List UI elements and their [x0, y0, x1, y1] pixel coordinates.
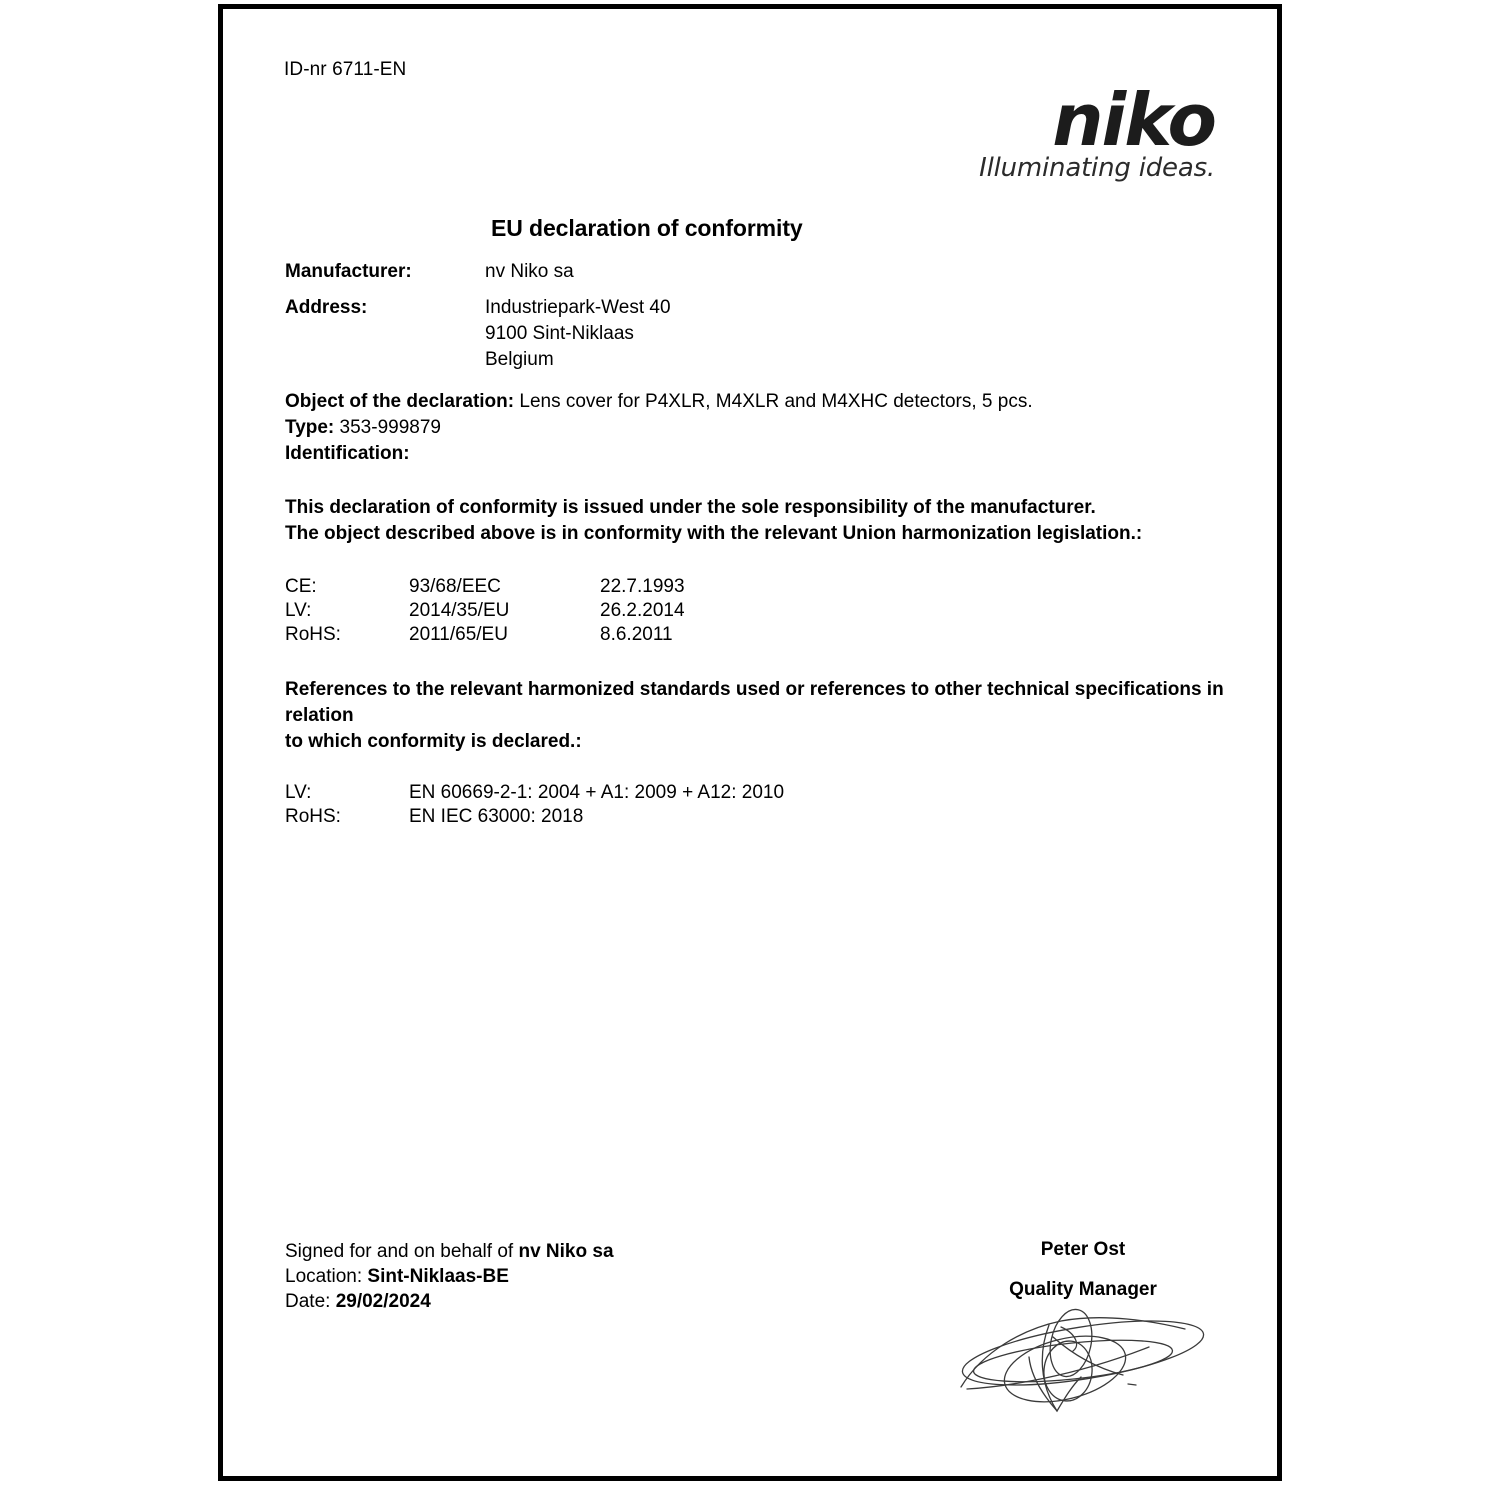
- address-label: Address:: [285, 297, 368, 318]
- page-frame: [218, 4, 1282, 1481]
- legislation-date: 8.6.2011: [600, 624, 673, 645]
- signed-for-line: [285, 1239, 614, 1264]
- declaration-body: [285, 259, 1247, 829]
- legislation-reference: 2014/35/EU: [409, 600, 510, 621]
- logo-tagline: Illuminating ideas.: [979, 153, 1215, 184]
- standard-name: LV:: [285, 782, 312, 803]
- statement-line-1: This declaration of conformity is issued under the sole responsibility of the manufacturer.: [285, 497, 1096, 518]
- standards-table: [285, 781, 1247, 829]
- standard-value: EN IEC 63000: 2018: [409, 806, 584, 827]
- standard-name: RoHS:: [285, 806, 341, 827]
- page-title: EU declaration of conformity: [491, 215, 803, 241]
- table-row: [285, 575, 1247, 599]
- type-line: [285, 415, 1247, 441]
- legislation-name: CE:: [285, 576, 317, 597]
- table-row: [285, 599, 1247, 623]
- references-line-2: to which conformity is declared.:: [285, 731, 582, 752]
- address-line-1: Industriepark-West 40: [485, 297, 671, 318]
- object-value: Lens cover for P4XLR, M4XLR and M4XHC detectors, 5 pcs.: [519, 391, 1033, 412]
- signer-role: Quality Manager: [1009, 1279, 1157, 1300]
- address-line-2: 9100 Sint-Niklaas: [485, 323, 634, 344]
- address-value: [485, 295, 671, 373]
- location-label: Location:: [285, 1266, 368, 1287]
- address-line-3: Belgium: [485, 349, 554, 370]
- document-id: ID-nr 6711-EN: [284, 59, 407, 80]
- responsibility-statement: [285, 495, 1247, 547]
- signed-company: nv Niko sa: [518, 1241, 614, 1262]
- legislation-table: [285, 575, 1247, 647]
- legislation-name: LV:: [285, 600, 312, 621]
- legislation-date: 22.7.1993: [600, 576, 685, 597]
- identification-line: [285, 441, 1247, 467]
- statement-line-2: The object described above is in conformity with the relevant Union harmonization legislation.:: [285, 523, 1143, 544]
- standard-value: EN 60669-2-1: 2004 + A1: 2009 + A12: 2010: [409, 782, 785, 803]
- legislation-date: 26.2.2014: [600, 600, 685, 621]
- signed-prefix: Signed for and on behalf of: [285, 1241, 519, 1262]
- date-value: 29/02/2024: [335, 1291, 431, 1312]
- type-value: 353-999879: [339, 417, 441, 438]
- manufacturer-value: nv Niko sa: [485, 261, 574, 282]
- legislation-reference: 93/68/EEC: [409, 576, 501, 597]
- object-of-declaration-block: [285, 389, 1247, 467]
- object-label: Object of the declaration:: [285, 391, 515, 412]
- location-value: Sint-Niklaas-BE: [367, 1266, 509, 1287]
- signature-image: [953, 1291, 1213, 1421]
- legislation-name: RoHS:: [285, 624, 341, 645]
- niko-logo: [979, 78, 1215, 184]
- table-row: [285, 623, 1247, 647]
- manufacturer-label: Manufacturer:: [285, 261, 412, 282]
- references-statement: [285, 677, 1247, 755]
- page-content-area: [223, 9, 1277, 1476]
- table-row: [285, 805, 1247, 829]
- signer-name: Peter Ost: [1040, 1239, 1126, 1260]
- logo-wordmark: niko: [1052, 78, 1215, 162]
- table-row: [285, 781, 1247, 805]
- object-line: [285, 389, 1247, 415]
- date-label: Date:: [285, 1291, 336, 1312]
- type-label: Type:: [285, 417, 335, 438]
- identification-label: Identification:: [285, 443, 410, 464]
- location-line: [285, 1264, 614, 1289]
- manufacturer-row: [285, 259, 1247, 285]
- legislation-reference: 2011/65/EU: [409, 624, 508, 645]
- signoff-block: [285, 1239, 614, 1314]
- date-line: [285, 1289, 614, 1314]
- address-row: [285, 295, 1247, 373]
- references-line-1: References to the relevant harmonized standards used or references to other technical specifications in relation: [285, 679, 1224, 726]
